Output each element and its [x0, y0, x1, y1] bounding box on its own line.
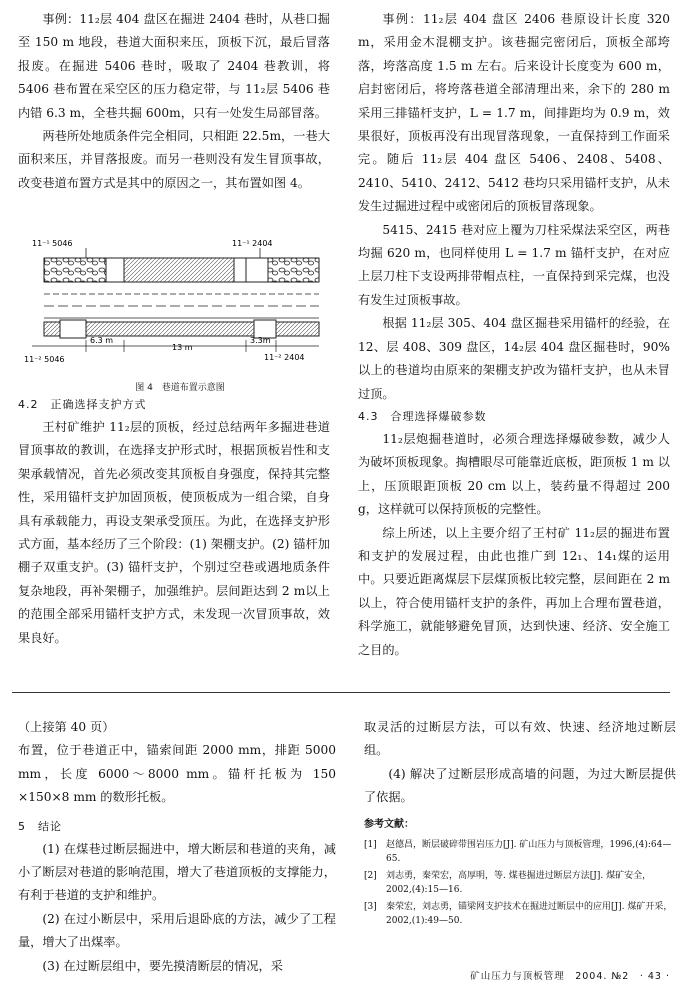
- label-top-left: 11⁻¹ 5046: [32, 239, 73, 248]
- bottom-left-column: [18, 716, 336, 978]
- reference-number: [3]: [364, 902, 377, 912]
- continuation-note: （上接第 40 页）: [18, 720, 115, 734]
- conclusion-3: (3) 在过断层组中，要先摸清断层的情况，采: [42, 958, 283, 973]
- page-footer: 矿山压力与顶板管理 2004. №2 · 43 ·: [470, 971, 670, 982]
- reference-number: [1]: [364, 840, 377, 850]
- paragraph-example-2404: 事例：11₂层 404 盘区在掘进 2404 巷时，从巷口掘至 150 m 地段，巷道大面积来压，顶板下沉，最后冒落报废。在掘进 5406 巷时，吸取了 2404 巷教训，将 5406 巷布置在采空区的压力稳定带，与 11₂层 5406 巷内错 6.3 m，全巷共掘 600m，只有一处发生局部冒落。: [18, 12, 330, 120]
- reference-text: 赵德昌，断层破碎带围岩压力[J]. 矿山压力与顶板管理，1996,(4):64—65.: [386, 840, 672, 864]
- section-heading-5: 5 结论: [18, 819, 62, 833]
- reference-item: [364, 838, 676, 866]
- rubble-left: [44, 258, 106, 282]
- roadway-upper-right: [246, 258, 268, 282]
- paragraph-anchor-layout: 布置，位于巷道正中，锚索间距 2000 mm，排距 5000 mm，长度 6000～8000 mm。锚杆托板为 150 ×150×8 mm 的数形托板。: [18, 743, 336, 805]
- roadway-layout-figure: [14, 236, 334, 376]
- article-divider: [12, 692, 670, 693]
- reference-text: 秦荣宏，刘志勇，锚梁网支护技术在掘进过断层中的应用[J]. 煤矿开采，2002,(1):49—50.: [386, 902, 673, 926]
- reference-item: [364, 869, 676, 897]
- paragraph-blasting: 11₂层炮掘巷道时，必须合理选择爆破参数，减少人为破坏顶板现象。掏槽眼尽可能靠近底板，距顶板 1 m 以上，压顶眼距顶板 20 cm 以上，装药量不得超过 200 g，这样就可以保持顶板的完整性。: [358, 431, 670, 517]
- roadway-upper-left: [106, 258, 124, 282]
- hatched-zone: [124, 258, 234, 282]
- paragraph-comparison: 两巷所处地质条件完全相同，只相距 22.5m，一巷大面积来压，并冒落报废。而另一巷则没有发生冒顶事故，改变巷道布置方式是其中的原因之一，其布置如图 4。: [18, 129, 330, 190]
- paragraph-5415-2415: 5415、2415 巷对应上覆为刀柱采煤法采空区，两巷均掘 620 m，也同样使用 L = 1.7 m 锚杆支护，在对应上层刀柱下支设两排带帽点柱，一直保持到采完煤，也没有发生过顶板事故。: [358, 222, 670, 307]
- conclusion-2: (2) 在过小断层中，采用后退卧底的方法，减少了工程量，增大了出煤率。: [18, 911, 336, 950]
- reference-text: 刘志勇，秦荣宏，高厚明，等. 煤巷掘进过断层方法[J]. 煤矿安全，2002,(4):15—16.: [386, 871, 652, 895]
- right-column-top: [358, 8, 670, 662]
- section-heading-4-2: 4.2 正确选择支护方式: [18, 398, 147, 411]
- left-column-bottom: [18, 394, 330, 650]
- rubble-right: [268, 258, 319, 282]
- bottom-right-column: [364, 716, 676, 810]
- conclusion-3-continued: 取灵活的过断层方法，可以有效、快速、经济地过断层组。: [364, 720, 676, 758]
- left-column-top: [18, 8, 330, 195]
- paragraph-support-selection: 王村矿维护 11₂层的顶板，经过总结两年多掘进巷道冒顶事故的教训，在选择支护形式时，根据顶板岩性和支架承载情况，首先必须改变其顶板自身强度，保持其完整性，采用锚杆支护加固顶板，使顶板成为一组合梁，自身具有承载能力，再设支架承受顶压。为此，在选择支护形式方面，基本经历了三个阶段：(1) 架棚支护。(2) 锚杆加棚子双重支护。(3) 锚杆支护，个别过空巷或遇地质条件复杂地段，再补架棚子，加强维护。层间距达到 2 m以上的范围全部采用锚杆支护方式，未发现一次冒顶事故，效果良好。: [18, 420, 330, 645]
- references-title: 参考文献：: [364, 819, 414, 830]
- reference-number: [2]: [364, 871, 377, 881]
- label-bottom-left: 11⁻² 5046: [24, 355, 65, 364]
- references: [364, 818, 676, 931]
- conclusion-4: (4) 解决了过断层形成高墙的问题，为过大断层提供了依据。: [364, 766, 676, 805]
- dim-13m: 13 m: [172, 343, 193, 352]
- paragraph-example-2406: 事例：11₂层 404 盘区 2406 巷原设计长度 320 m，采用金木混棚支护。该巷掘完密闭后，顶板全部垮落，垮落高度 1.5 m 左右。后来设计长度变为 600 m，启封密闭后，将垮落巷道全部清理出来，余下的 280 m 采用三排锚杆支护，L = 1.7 m，间排距均为 0.9 m，效果很好，顶板再没有出现冒落现象，一直保持到工作面采完。随后 11₂层 404 盘区 5406、2408、5408、2410、5410、2412、5412 巷均只采用锚杆支护，从未发生过掘进过程中或密闭后的顶板冒落现象。: [358, 12, 670, 214]
- label-bottom-right: 11⁻² 2404: [264, 353, 305, 362]
- section-heading-4-3: 4.3 合理选择爆破参数: [358, 409, 487, 423]
- conclusion-1: (1) 在煤巷过断层掘进中，增大断层和巷道的夹角，减小了断层对巷道的影响范围，增大了巷道顶板的支撑能力，有利于巷道的支护和维护。: [18, 841, 336, 903]
- paragraph-summary: 综上所述，以上主要介绍了王村矿 11₂层的掘进布置和支护的发展过程，由此也推广到 12₁、14₁煤的运用中。只要近距离煤层下层煤顶板比较完整，层间距在 2 m 以上，符合使用锚杆支护的条件，再加上合理布置巷道，科学施工，就能够避免冒顶，达到快速、经济、安全施工之目的。: [358, 525, 670, 657]
- paragraph-experience: 根据 11₂层 305、404 盘区掘巷采用锚杆的经验，在 12、层 408、309 盘区，14₂层 404 盘区掘巷时，90% 以上的巷道均由原来的架棚支护改为锚杆支护，也从未冒过顶。: [358, 316, 670, 401]
- dim-6-3m: 6.3 m: [90, 336, 114, 345]
- figure-caption: 图 4 巷道布置示意图: [135, 383, 225, 393]
- reference-item: [364, 900, 676, 928]
- label-top-right: 11⁻¹ 2404: [232, 239, 273, 248]
- roadway-lower-left: [60, 320, 86, 338]
- dim-3-3m: 3.3m: [250, 336, 271, 345]
